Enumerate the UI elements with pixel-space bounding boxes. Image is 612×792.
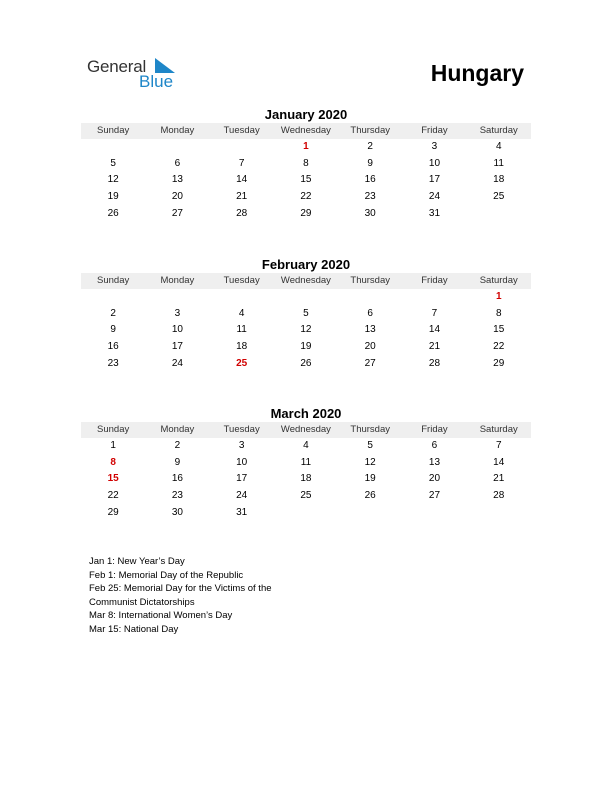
month-title: January 2020 [264,107,348,122]
date-cell: 28 [428,357,441,369]
date-cell: 10 [171,324,183,336]
month-calendar [81,405,531,521]
generalblue-logo [87,57,187,91]
date-cell: 22 [493,341,505,353]
week-row [81,156,531,173]
logo-general-text: General [87,57,147,76]
holiday-item: Jan 1: New Year’s Day [89,556,185,567]
date-cell: 17 [171,341,183,353]
date-cell: 23 [107,357,119,369]
week-row [81,322,531,339]
date-cell [467,206,531,223]
holiday-list [89,555,309,637]
date-cell: 3 [431,141,438,152]
date-cell: 11 [236,324,247,336]
date-cell [145,289,209,306]
date-cell: 3 [174,307,181,319]
weekday-header [81,422,531,438]
date-cell: 21 [428,341,441,353]
weekday-label: Saturday [479,125,518,136]
week-row [81,455,531,472]
date-cell: 8 [495,307,502,319]
weekday-label: Wednesday [280,125,331,136]
date-cell: 18 [493,174,505,186]
weekday-header [81,123,531,139]
date-cell: 13 [171,174,183,186]
date-cell: 24 [428,191,441,203]
date-cell [402,505,466,522]
weekday-label: Monday [160,424,195,435]
date-cell [210,139,274,156]
date-cell: 7 [238,157,245,169]
week-row [81,438,531,455]
date-cell: 21 [493,473,505,485]
holiday-date: 1 [303,141,309,152]
country-title: Hungary [430,60,524,86]
weekday-label: Wednesday [280,275,331,286]
date-cell: 22 [300,191,312,203]
date-cell: 20 [364,341,376,353]
date-cell: 2 [367,141,373,152]
month-calendar [81,256,531,372]
weekday-label: Sunday [97,424,130,435]
date-cell: 4 [495,141,502,152]
week-row [81,289,531,306]
date-cell: 22 [107,490,119,502]
date-cell [145,139,209,156]
holiday-item: Mar 8: International Women’s Day [89,610,233,622]
week-row [81,189,531,206]
holiday-date: 25 [236,357,248,369]
date-cell: 26 [364,490,376,502]
date-cell: 10 [428,157,441,169]
weekday-label: Monday [160,125,195,136]
date-cell: 4 [303,440,309,451]
date-cell [81,139,145,156]
date-cell: 24 [171,357,183,369]
week-row [81,139,531,156]
date-cell: 23 [364,191,376,203]
week-row [81,505,531,522]
date-cell: 12 [300,324,312,336]
logo-blue-text: Blue [139,72,174,91]
weekday-label: Friday [421,125,448,136]
date-cell [402,289,466,306]
weekday-header [81,273,531,289]
date-cell: 3 [238,440,245,451]
week-row [81,339,531,356]
date-cell: 26 [300,357,312,369]
date-cell: 4 [238,307,245,319]
week-row [81,488,531,505]
date-cell: 19 [300,341,312,353]
month-title: February 2020 [261,257,351,272]
date-cell: 9 [110,324,116,336]
date-cell: 27 [171,207,183,219]
date-cell: 12 [364,456,376,468]
weekday-label: Saturday [479,275,518,286]
date-cell: 1 [110,440,116,451]
date-cell: 28 [236,207,248,219]
date-cell: 29 [493,357,505,369]
date-cell: 19 [364,473,376,485]
weekday-label: Tuesday [223,275,260,286]
date-cell: 26 [107,207,119,219]
week-row [81,356,531,373]
date-cell: 14 [428,324,441,336]
date-cell: 13 [428,456,441,468]
date-cell: 11 [493,157,504,169]
date-cell: 19 [107,191,119,203]
date-cell: 2 [174,440,181,451]
holiday-item: Feb 25: Memorial Day for the Victims of the Communist Dictatorships [89,583,272,608]
date-cell [81,289,145,306]
date-cell: 16 [171,473,183,485]
date-cell: 31 [428,207,441,219]
date-cell [274,505,338,522]
week-row [81,206,531,223]
weekday-label: Thursday [350,275,390,286]
week-row [81,471,531,488]
date-cell [274,289,338,306]
date-cell: 21 [236,191,248,203]
date-cell: 15 [493,324,505,336]
date-cell: 9 [367,157,373,169]
weekday-label: Sunday [97,275,130,286]
date-cell: 28 [493,490,505,502]
weekday-label: Saturday [479,424,518,435]
date-cell: 30 [364,207,376,219]
date-cell: 30 [171,506,183,518]
date-cell: 8 [303,157,309,169]
date-cell: 17 [428,174,441,186]
date-cell: 10 [236,456,248,468]
date-cell: 13 [364,324,376,336]
week-row [81,172,531,189]
date-cell: 18 [300,473,312,485]
date-cell: 5 [367,440,373,451]
holiday-date: 1 [495,291,502,302]
date-cell: 20 [171,191,183,203]
date-cell: 17 [236,473,248,485]
date-cell: 14 [493,456,505,468]
date-cell: 5 [303,307,309,319]
date-cell [467,505,531,522]
weekday-label: Sunday [97,125,130,136]
date-cell: 25 [493,191,505,203]
weekday-label: Tuesday [223,424,260,435]
date-cell [338,289,402,306]
weekday-label: Friday [421,275,448,286]
date-cell: 7 [495,440,502,451]
holiday-item: Mar 15: National Day [89,623,179,635]
weekday-label: Tuesday [223,125,260,136]
date-cell: 24 [236,490,248,502]
date-cell: 6 [431,440,438,451]
weekday-label: Wednesday [280,424,331,435]
date-cell: 5 [110,157,116,169]
holiday-date: 8 [110,456,116,468]
month-title: March 2020 [270,406,342,421]
week-row [81,306,531,323]
date-cell: 15 [300,174,312,186]
holiday-item: Feb 1: Memorial Day of the Republic [89,569,244,581]
date-cell: 14 [236,174,248,186]
date-cell [210,289,274,306]
holiday-date: 15 [107,473,119,485]
date-cell: 29 [107,506,119,518]
date-cell: 9 [174,456,181,468]
date-cell: 16 [107,341,119,353]
date-cell: 18 [236,341,248,353]
date-cell: 6 [174,157,181,169]
date-cell: 12 [107,174,119,186]
date-cell: 16 [364,174,376,186]
weekday-label: Friday [421,424,448,435]
date-cell: 11 [300,456,312,468]
month-calendar [81,106,531,222]
weekday-label: Thursday [350,424,390,435]
weekday-label: Thursday [350,125,390,136]
date-cell: 2 [110,307,116,319]
date-cell: 25 [300,490,312,502]
date-cell: 31 [236,506,248,518]
date-cell: 27 [364,357,376,369]
date-cell: 20 [428,473,441,485]
date-cell: 23 [171,490,183,502]
weekday-label: Monday [160,275,195,286]
date-cell [338,505,402,522]
date-cell: 29 [300,207,312,219]
date-cell: 7 [431,307,438,319]
date-cell: 27 [428,490,441,502]
date-cell: 6 [367,307,373,319]
